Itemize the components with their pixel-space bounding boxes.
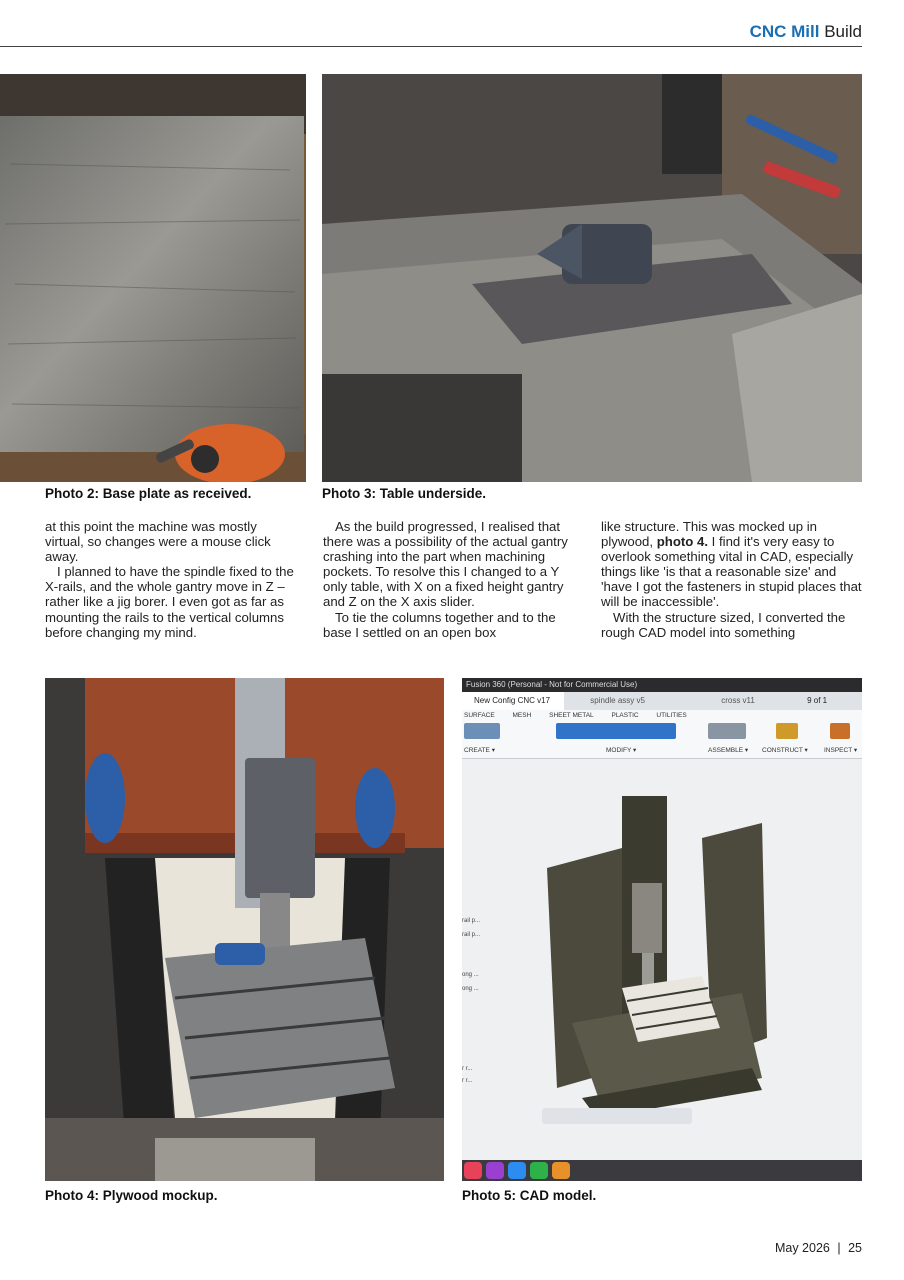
browser-item[interactable]: rail p...: [462, 918, 481, 924]
article-column-2: [323, 519, 575, 640]
cad-tab-count: 9 of 1: [807, 696, 828, 705]
issue-date: May 2026: [774, 1241, 830, 1255]
cad-group-create[interactable]: CREATE ▾: [464, 747, 495, 754]
cad-nav-bar[interactable]: [542, 1108, 692, 1124]
article-column-3: [601, 519, 863, 640]
podcasts-app-icon[interactable]: [486, 1162, 504, 1179]
cad-model-render[interactable]: [462, 678, 862, 1181]
photo-3-caption: Photo 3: Table underside.: [322, 486, 487, 501]
col3-paragraph-2: With the structure sized, I converted the rough CAD model into something: [601, 609, 846, 640]
music-app-icon[interactable]: [464, 1162, 482, 1179]
cad-toolbar-tab[interactable]: SURFACE: [464, 712, 495, 719]
cad-group-modify[interactable]: MODIFY ▾: [606, 747, 637, 754]
header-section: Build: [824, 22, 862, 41]
cad-tab-active[interactable]: New Config CNC v17: [462, 692, 564, 710]
col3-paragraph-1: [601, 519, 863, 610]
cad-group-construct[interactable]: CONSTRUCT ▾: [762, 747, 808, 754]
header-brand: CNC Mill: [749, 22, 820, 41]
cad-app-title: Fusion 360 (Personal - Not for Commercial Use): [466, 680, 638, 689]
cad-toolbar-tab[interactable]: SHEET METAL: [549, 712, 594, 719]
browser-item[interactable]: ong ...: [462, 972, 479, 978]
footer-separator: |: [837, 1241, 841, 1255]
page-number: 25: [848, 1241, 862, 1255]
col1-paragraph-2: I planned to have the spindle fixed to the X-rails, and the whole gantry move in Z – rather like a jig borer. I even got as far as mounting the rails to the vertical columns before changing my mind.: [45, 564, 294, 640]
col2-paragraph-1: As the build progressed, I realised that there was a possibility of the actual gantry crashing into the part when machining pockets. To resolve this I changed to a Y only table, with X on a fixed height gantry and Z on the X axis slider.: [323, 519, 568, 610]
col3-p1-text-a: like structure. This was mocked up in plywood,: [601, 519, 817, 550]
photo-4-caption: Photo 4: Plywood mockup.: [45, 1188, 218, 1203]
browser-item[interactable]: r r...: [462, 1078, 473, 1084]
numbers-app-icon[interactable]: [530, 1162, 548, 1179]
macos-dock: [462, 1160, 862, 1181]
browser-item[interactable]: r r...: [462, 1066, 473, 1072]
photo-5-cad-model: [462, 678, 862, 1181]
cad-toolbar-tab[interactable]: PLASTIC: [611, 712, 639, 719]
col2-paragraph-2: To tie the columns together and to the base I settled on an open box: [323, 609, 556, 640]
cad-tab[interactable]: cross v11: [721, 696, 755, 705]
cad-group-assemble[interactable]: ASSEMBLE ▾: [708, 747, 749, 754]
article-column-1: [45, 519, 297, 640]
cad-toolbar-tab[interactable]: MESH: [512, 712, 532, 719]
header-rule: [0, 46, 862, 47]
photo-5-caption: Photo 5: CAD model.: [462, 1188, 597, 1203]
photo-2-base-plate: [0, 74, 306, 482]
browser-item[interactable]: rail p...: [462, 932, 481, 938]
browser-item[interactable]: ong ...: [462, 986, 479, 992]
cad-toolbar-tab[interactable]: UTILITIES: [656, 712, 687, 719]
page-footer: [775, 1241, 862, 1255]
pages-app-icon[interactable]: [552, 1162, 570, 1179]
cad-group-inspect[interactable]: INSPECT ▾: [824, 747, 858, 754]
cad-tab[interactable]: spindle assy v5: [590, 696, 645, 705]
photo-2-caption: Photo 2: Base plate as received.: [45, 486, 252, 501]
photo-4-reference: photo 4.: [656, 534, 708, 550]
col1-paragraph-1: at this point the machine was mostly virtual, so changes were a mouse click away.: [45, 519, 271, 565]
photo-3-table-underside: [322, 74, 862, 482]
photo-4-plywood-mockup: [45, 678, 444, 1181]
running-header: [750, 22, 862, 42]
col3-p1-text-b: I find it's very easy to overlook something vital in CAD, especially things like 'is that a reasonable size' and 'have I got the fasteners in stupid places that will be inaccessible'.: [601, 534, 862, 610]
appstore-app-icon[interactable]: [508, 1162, 526, 1179]
